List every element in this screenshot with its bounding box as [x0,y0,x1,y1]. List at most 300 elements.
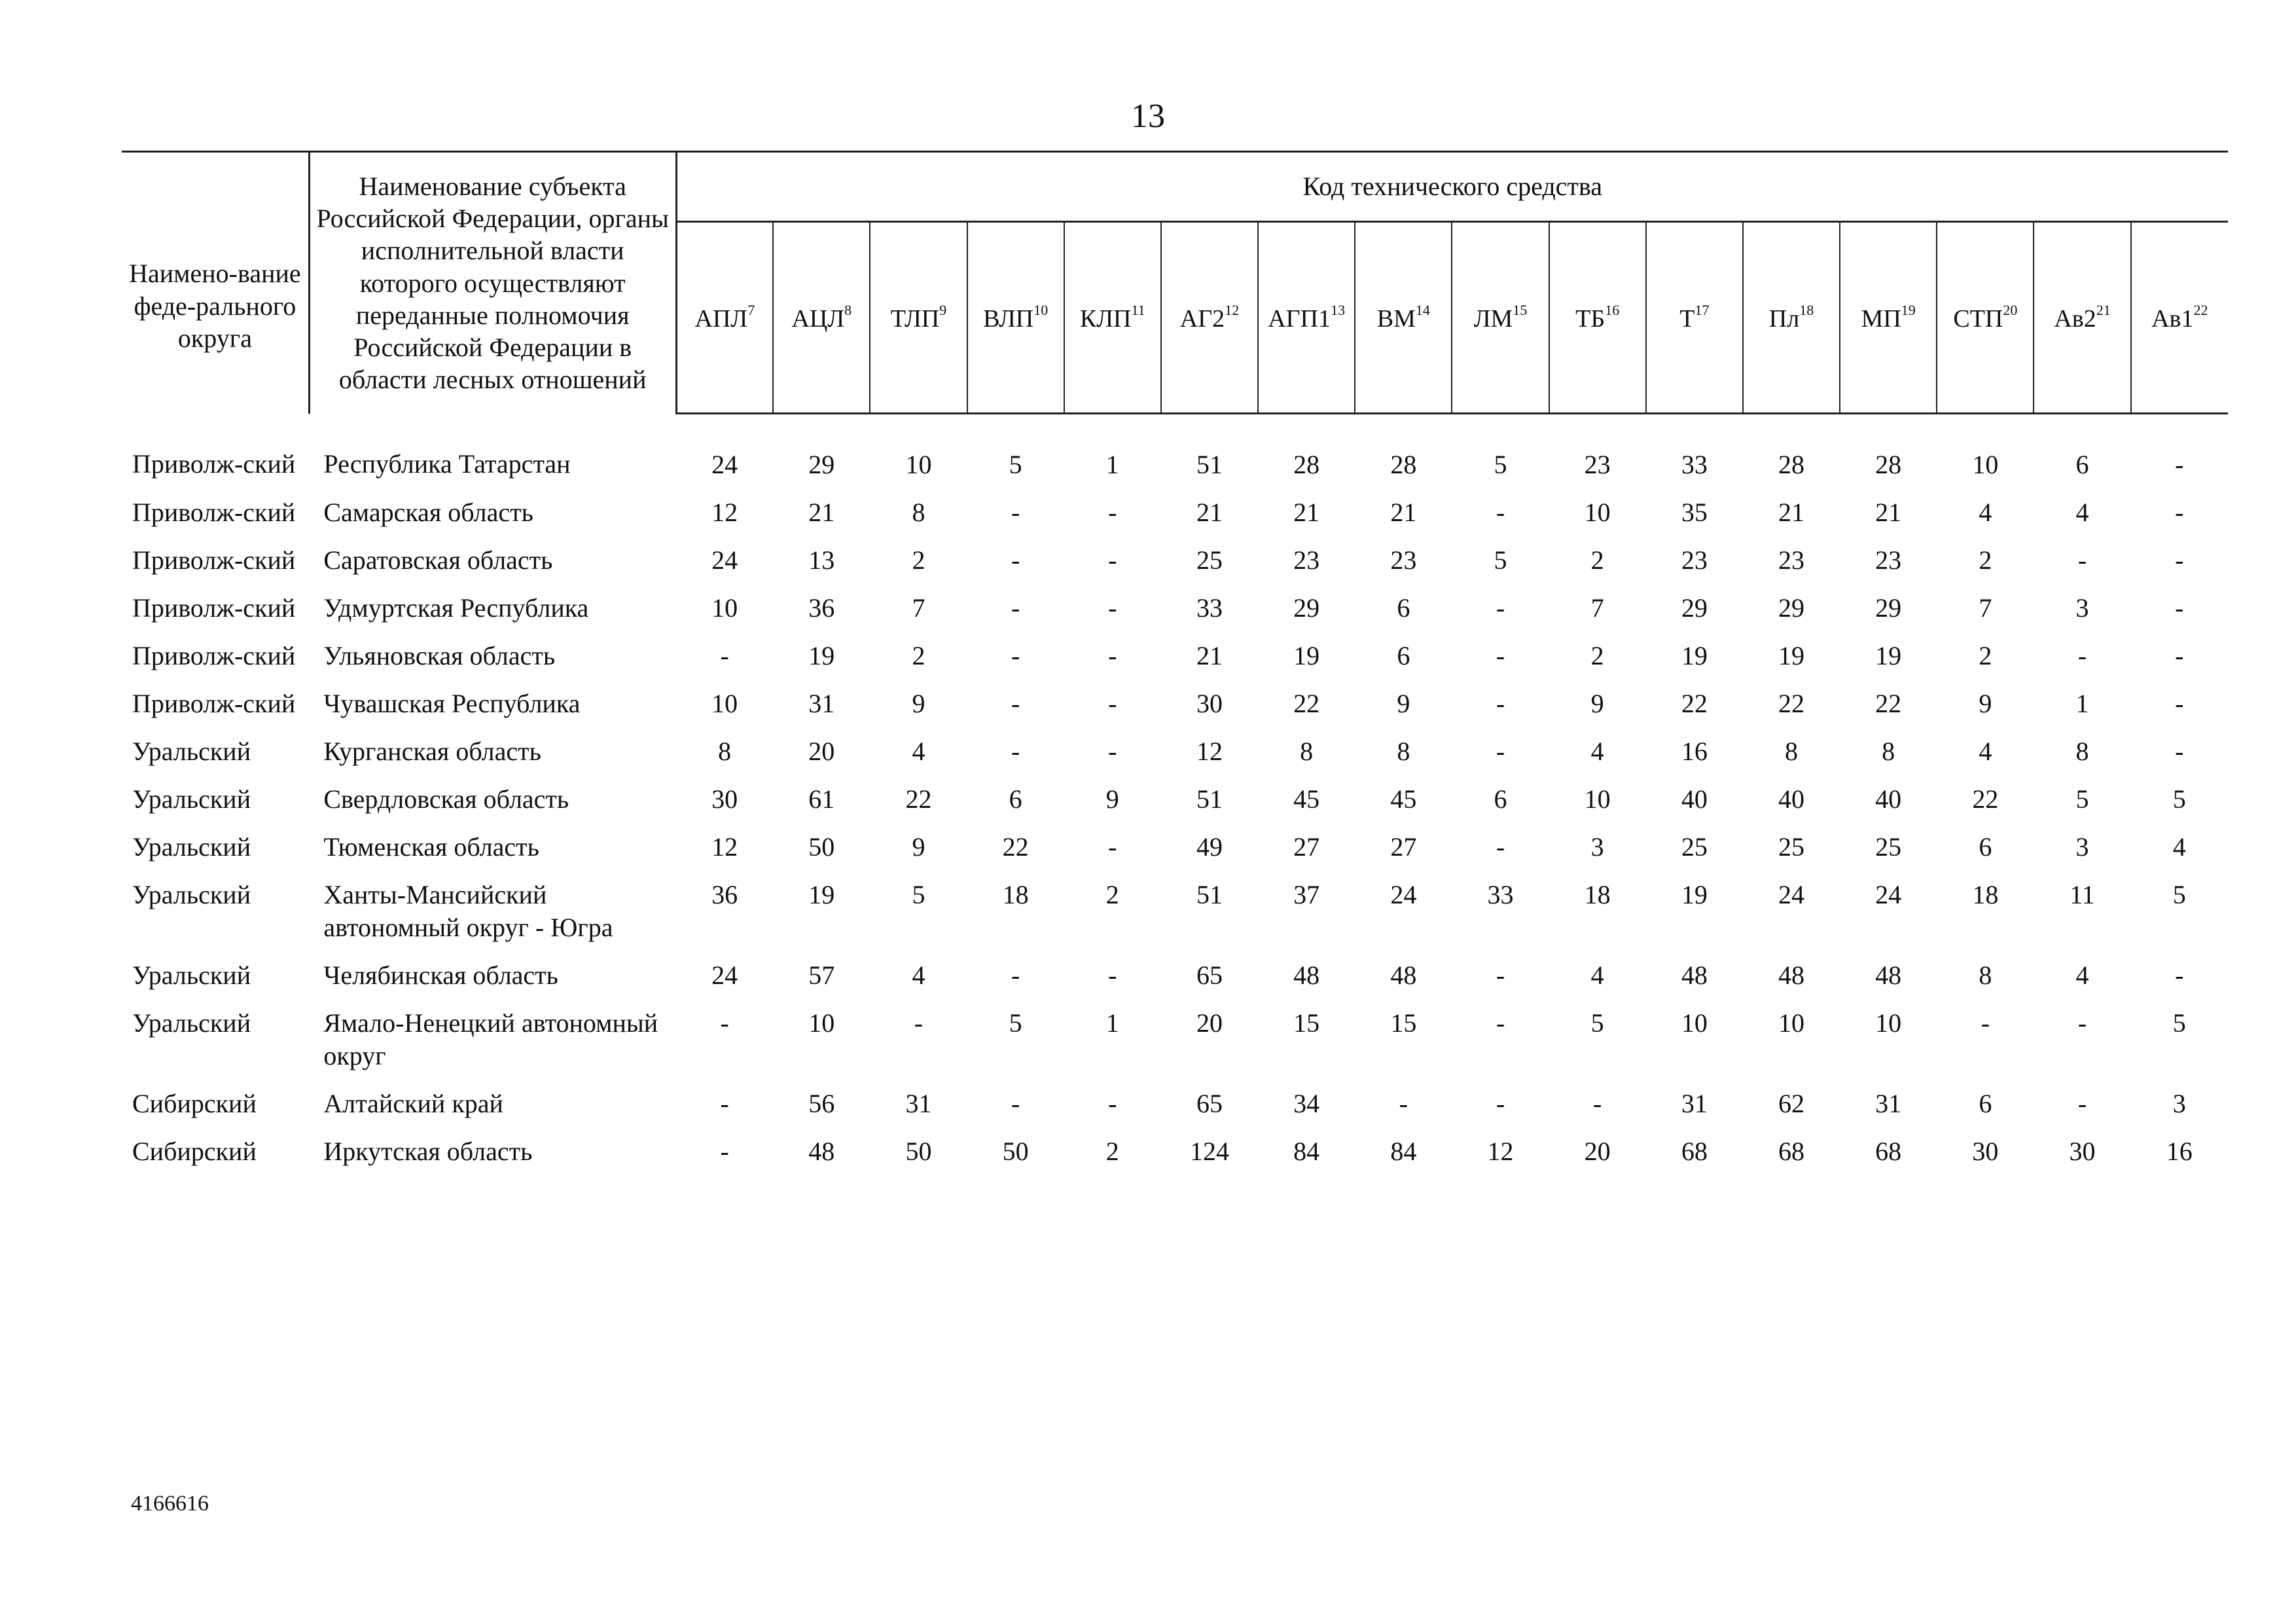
value-cell: 25 [1196,545,1223,575]
value-cell: 5 [1009,450,1022,479]
value-cell: 40 [1778,784,1804,814]
value-cell: 68 [1681,1137,1708,1166]
value-cell: 8 [1300,737,1314,766]
value-cell: 8 [912,498,925,527]
header-code [1452,222,1549,414]
value-cell: 2 [1979,545,1992,575]
header-code-footnote: 14 [1415,301,1430,318]
table-row [122,830,2228,878]
district-cell: Уральский [132,737,251,766]
value-cell: 31 [1875,1089,1902,1118]
header-district: Наимено-вание феде-рального округа [122,152,309,414]
value-cell: 24 [711,450,738,479]
value-cell: 3 [2075,832,2089,862]
value-cell: 19 [1681,880,1708,909]
value-cell: - [1593,1089,1602,1118]
header-code-label: АЦЛ [791,304,845,333]
value-cell: 22 [1972,784,1999,814]
value-cell: 2 [912,545,925,575]
value-cell: 3 [1590,832,1604,862]
value-cell: - [1108,641,1117,670]
header-code-footnote: 13 [1331,301,1346,318]
subject-cell: Самарская область [323,498,533,527]
value-cell: 21 [1390,498,1417,527]
header-code-footnote: 7 [747,301,755,318]
value-cell: 16 [2166,1137,2193,1166]
value-cell: 12 [711,832,738,862]
header-code-label: ТЛП [890,304,940,333]
value-cell: 11 [2070,880,2095,909]
value-cell: 12 [1487,1137,1514,1166]
value-cell: 24 [711,545,738,575]
value-cell: - [1011,498,1020,527]
value-cell: - [720,1137,729,1166]
value-cell: - [1496,960,1505,990]
value-cell: 10 [1778,1008,1804,1038]
value-cell: 36 [711,880,738,909]
header-code-label: АГП1 [1268,304,1331,333]
value-cell: 21 [1875,498,1902,527]
value-cell: - [2175,960,2184,990]
district-cell: Приволж-ский [132,498,296,527]
value-cell: - [2175,593,2184,623]
value-cell: 9 [1590,689,1604,718]
table-row [122,735,2228,782]
header-code-footnote: 21 [2096,301,2111,318]
value-cell: 5 [1494,545,1507,575]
value-cell: 3 [2172,1089,2186,1118]
header-code [2034,222,2130,414]
value-cell: 24 [711,960,738,990]
value-cell: 15 [1293,1008,1320,1038]
value-cell: 18 [1584,880,1611,909]
value-cell: 6 [1009,784,1022,814]
value-cell: - [2175,689,2184,718]
district-cell: Уральский [132,1008,251,1038]
value-cell: 18 [1002,880,1029,909]
value-cell: 23 [1778,545,1804,575]
value-cell: - [1011,960,1020,990]
header-code-label: ЛМ [1473,304,1513,333]
value-cell: 6 [2075,450,2089,479]
value-cell: 2 [1105,1137,1119,1166]
value-cell: 30 [2069,1137,2096,1166]
value-cell: 19 [1293,641,1320,670]
header-code [870,222,967,414]
header-code [1258,222,1355,414]
value-cell: 8 [1979,960,1992,990]
value-cell: - [1496,1089,1505,1118]
value-cell: - [1496,832,1505,862]
value-cell: 8 [1785,737,1798,766]
header-code-label: Пл [1768,304,1800,333]
value-cell: 7 [1590,593,1604,623]
value-cell: 23 [1293,545,1320,575]
header-code [1161,222,1258,414]
value-cell: 4 [912,737,925,766]
header-code-footnote: 22 [2193,301,2208,318]
header-code-footnote: 17 [1695,301,1710,318]
value-cell: 6 [1397,593,1410,623]
subject-cell: Чувашская Республика [323,689,581,718]
header-code-footnote: 11 [1131,301,1145,318]
header-code-label: КЛП [1079,304,1132,333]
value-cell: 34 [1293,1089,1320,1118]
value-cell: 51 [1196,450,1223,479]
value-cell: 13 [808,545,835,575]
value-cell: 23 [1875,545,1902,575]
value-cell: - [2175,737,2184,766]
header-code-label: МП [1861,304,1901,333]
value-cell: 8 [2075,737,2089,766]
value-cell: 2 [1590,545,1604,575]
table-row [122,878,2228,958]
value-cell: 20 [1584,1137,1611,1166]
value-cell: 29 [808,450,835,479]
value-cell: - [2175,545,2184,575]
value-cell: - [1011,1089,1020,1118]
value-cell: 6 [1494,784,1507,814]
value-cell: 40 [1681,784,1708,814]
subject-cell: Ямало-Ненецкий автономный округ [323,1008,658,1070]
value-cell: 62 [1778,1089,1804,1118]
value-cell: - [2175,498,2184,527]
value-cell: 31 [1681,1089,1708,1118]
value-cell: 2 [1590,641,1604,670]
district-cell: Сибирский [132,1089,257,1118]
header-code [1937,222,2034,414]
value-cell: 10 [1875,1008,1902,1038]
header-code-label: ВЛП [983,304,1034,333]
value-cell: 28 [1875,450,1902,479]
value-cell: 51 [1196,784,1223,814]
subject-cell: Республика Татарстан [323,448,571,479]
header-code-footnote: 8 [844,301,852,318]
value-cell: 45 [1293,784,1320,814]
value-cell: 4 [2172,832,2186,862]
value-cell: - [1108,1089,1117,1118]
value-cell: - [2175,641,2184,670]
value-cell: 19 [1778,641,1804,670]
header-code-footnote: 10 [1033,301,1049,318]
header-code-footnote: 20 [2003,301,2018,318]
value-cell: 1 [2075,689,2089,718]
header-code-footnote: 18 [1799,301,1814,318]
value-cell: 29 [1293,593,1320,623]
value-cell: 35 [1681,498,1708,527]
value-cell: 25 [1681,832,1708,862]
header-code [1355,222,1452,414]
value-cell: 48 [1390,960,1417,990]
value-cell: 10 [711,689,738,718]
value-cell: 49 [1196,832,1223,862]
value-cell: 5 [2172,784,2186,814]
subject-cell: Иркутская область [323,1137,533,1166]
value-cell: - [914,1008,924,1038]
district-cell: Сибирский [132,1137,257,1166]
table-row [122,687,2228,735]
value-cell: 84 [1390,1137,1417,1166]
value-cell: 50 [808,832,835,862]
value-cell: 9 [912,832,925,862]
value-cell: 10 [1972,450,1999,479]
value-cell: 19 [1875,641,1902,670]
value-cell: 50 [1002,1137,1029,1166]
value-cell: 5 [912,880,925,909]
table-row [122,414,2228,496]
value-cell: 57 [808,960,835,990]
value-cell: - [2077,1089,2087,1118]
header-code-label: Т [1679,304,1695,333]
value-cell: 29 [1778,593,1804,623]
subject-cell: Челябинская область [323,960,558,990]
table-body [122,414,2228,1183]
header-subject: Наименование субъекта Российской Федерации, органы исполнительной власти которого осуществляют переданные полномочия Российской Федерации в области лесных отношений [309,152,676,414]
table-row [122,496,2228,543]
value-cell: 8 [718,737,732,766]
value-cell: 10 [1584,498,1611,527]
value-cell: 28 [1778,450,1804,479]
header-code-label: АПЛ [694,304,748,333]
header-code-label: Ав1 [2151,304,2194,333]
value-cell: 6 [1979,1089,1992,1118]
value-cell: 37 [1293,880,1320,909]
value-cell: 68 [1778,1137,1804,1166]
value-cell: - [1011,737,1020,766]
header-code-group: Код технического средства [676,152,2228,222]
value-cell: - [1108,737,1117,766]
value-cell: - [1108,960,1117,990]
district-cell: Приволж-ский [132,689,296,718]
value-cell: - [2077,641,2087,670]
value-cell: 9 [1397,689,1410,718]
subject-cell: Ульяновская область [323,641,556,670]
value-cell: 45 [1390,784,1417,814]
value-cell: 21 [808,498,835,527]
value-cell: 6 [1979,832,1992,862]
value-cell: 24 [1875,880,1902,909]
value-cell: - [1108,545,1117,575]
value-cell: 36 [808,593,835,623]
district-cell: Уральский [132,880,251,909]
value-cell: 10 [808,1008,835,1038]
subject-cell: Тюменская область [323,832,539,862]
table-row [122,782,2228,830]
value-cell: 33 [1681,450,1708,479]
table-row [122,958,2228,1006]
district-cell: Уральский [132,832,251,862]
value-cell: 1 [1105,450,1119,479]
value-cell: 1 [1105,1008,1119,1038]
technical-means-table [122,151,2228,1182]
header-code-label: Ав2 [2054,304,2096,333]
value-cell: 4 [1979,737,1992,766]
value-cell: 48 [1875,960,1902,990]
header-code-label: ТБ [1575,304,1605,333]
value-cell: 50 [905,1137,932,1166]
value-cell: 21 [1196,641,1223,670]
value-cell: 2 [1105,880,1119,909]
value-cell: - [2077,1008,2087,1038]
value-cell: 48 [808,1137,835,1166]
header-code [1064,222,1161,414]
value-cell: 25 [1778,832,1804,862]
subject-cell: Свердловская область [323,784,569,814]
value-cell: 4 [2075,498,2089,527]
district-cell: Приволж-ский [132,593,296,623]
value-cell: - [1496,1008,1505,1038]
header-code-label: ВМ [1376,304,1416,333]
value-cell: 5 [1009,1008,1022,1038]
district-cell: Уральский [132,960,251,990]
value-cell: 20 [808,737,835,766]
value-cell: 18 [1972,880,1999,909]
value-cell: 65 [1196,1089,1223,1118]
value-cell: - [1011,593,1020,623]
header-code [967,222,1064,414]
value-cell: - [1108,498,1117,527]
header-code [1840,222,1937,414]
value-cell: 10 [1584,784,1611,814]
value-cell: 22 [1681,689,1708,718]
value-cell: 30 [711,784,738,814]
value-cell: 5 [1494,450,1507,479]
value-cell: 21 [1778,498,1804,527]
value-cell: 9 [1105,784,1119,814]
value-cell: - [1011,545,1020,575]
value-cell: 21 [1293,498,1320,527]
table-row [122,1135,2228,1182]
value-cell: - [1496,641,1505,670]
district-cell: Приволж-ский [132,448,296,479]
value-cell: 31 [905,1089,932,1118]
value-cell: 33 [1196,593,1223,623]
value-cell: 22 [1002,832,1029,862]
value-cell: 22 [1778,689,1804,718]
value-cell: 124 [1189,1137,1229,1166]
district-cell: Уральский [132,784,251,814]
value-cell: - [1108,832,1117,862]
value-cell: - [1399,1089,1408,1118]
value-cell: 2 [1979,641,1992,670]
table-row [122,639,2228,687]
value-cell: - [1108,593,1117,623]
value-cell: - [1496,593,1505,623]
value-cell: 21 [1196,498,1223,527]
table-row [122,1087,2228,1135]
value-cell: 23 [1681,545,1708,575]
district-cell: Приволж-ский [132,545,296,575]
value-cell: 10 [905,450,932,479]
value-cell: 8 [1882,737,1895,766]
header-code-footnote: 12 [1225,301,1240,318]
table-row [122,591,2228,639]
header-code-footnote: 19 [1901,301,1916,318]
page-number: 13 [1131,98,1165,135]
value-cell: 84 [1293,1137,1320,1166]
value-cell: 9 [912,689,925,718]
value-cell: 4 [1979,498,1992,527]
header-code-footnote: 15 [1513,301,1528,318]
value-cell: 7 [1979,593,1992,623]
value-cell: 23 [1584,450,1611,479]
value-cell: 48 [1681,960,1708,990]
value-cell: 4 [1590,737,1604,766]
value-cell: 22 [1293,689,1320,718]
value-cell: 24 [1390,880,1417,909]
value-cell: - [1011,641,1020,670]
value-cell: 12 [711,498,738,527]
value-cell: 40 [1875,784,1902,814]
value-cell: 19 [808,880,835,909]
footer-code: 4166616 [131,1491,209,1516]
value-cell: 22 [905,784,932,814]
value-cell: 5 [1590,1008,1604,1038]
value-cell: 5 [2172,1008,2186,1038]
subject-cell: Курганская область [323,737,541,766]
value-cell: 28 [1390,450,1417,479]
value-cell: 27 [1390,832,1417,862]
value-cell: 10 [1681,1008,1708,1038]
value-cell: 3 [2075,593,2089,623]
header-code-label: АГ2 [1179,304,1225,333]
value-cell: - [1011,689,1020,718]
value-cell: 19 [808,641,835,670]
value-cell: - [1496,498,1505,527]
value-cell: 22 [1875,689,1902,718]
header-code [2131,222,2228,414]
value-cell: - [2175,450,2184,479]
value-cell: - [720,641,729,670]
value-cell: 61 [808,784,835,814]
value-cell: 2 [912,641,925,670]
subject-cell: Ханты-Мансийский автономный округ - Югра [323,880,613,942]
value-cell: 4 [2075,960,2089,990]
header-code [1743,222,1840,414]
value-cell: - [2077,545,2087,575]
table-row [122,543,2228,591]
value-cell: - [1981,1008,1990,1038]
value-cell: - [720,1008,729,1038]
value-cell: 33 [1487,880,1514,909]
value-cell: 56 [808,1089,835,1118]
value-cell: - [1496,737,1505,766]
header-code-footnote: 9 [939,301,947,318]
value-cell: - [1108,689,1117,718]
value-cell: 6 [1397,641,1410,670]
value-cell: 16 [1681,737,1708,766]
value-cell: - [1496,689,1505,718]
value-cell: 4 [912,960,925,990]
header-code [676,222,773,414]
value-cell: 24 [1778,880,1804,909]
value-cell: 4 [1590,960,1604,990]
subject-cell: Алтайский край [323,1089,503,1118]
value-cell: 51 [1196,880,1223,909]
header-code-label: СТП [1953,304,2003,333]
header-code [1646,222,1743,414]
value-cell: 31 [808,689,835,718]
value-cell: 19 [1681,641,1708,670]
value-cell: 20 [1196,1008,1223,1038]
header-code [1549,222,1646,414]
value-cell: 5 [2075,784,2089,814]
value-cell: 48 [1293,960,1320,990]
header-code [773,222,870,414]
table-row [122,1006,2228,1087]
value-cell: 30 [1196,689,1223,718]
subject-cell: Саратовская область [323,545,553,575]
